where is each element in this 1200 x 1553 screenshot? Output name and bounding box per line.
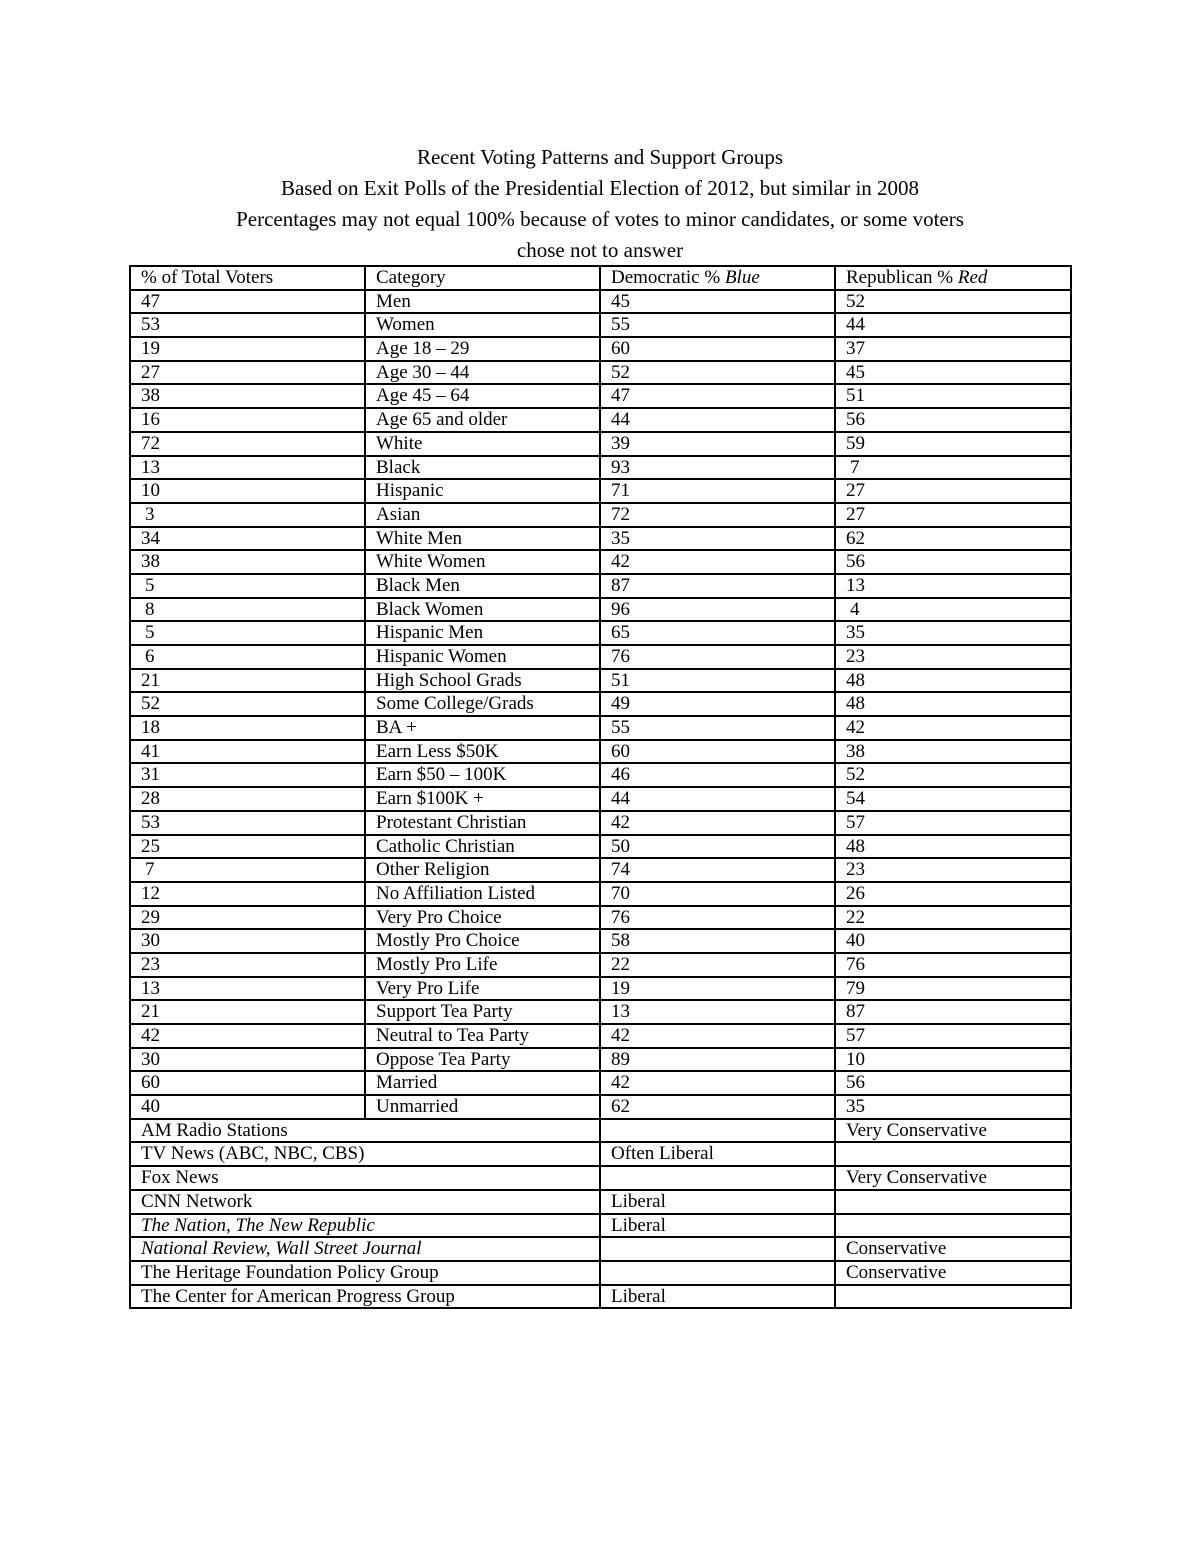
table-row (130, 1048, 1071, 1072)
total-voters-cell: 6 (130, 645, 365, 669)
republican-cell: 42 (835, 716, 1071, 740)
republican-cell: 48 (835, 669, 1071, 693)
total-voters-cell: 53 (130, 313, 365, 337)
democratic-cell: 44 (600, 787, 835, 811)
header-democratic (600, 266, 835, 290)
democratic-cell: 44 (600, 408, 835, 432)
republican-cell: 52 (835, 763, 1071, 787)
category-cell: Men (365, 290, 600, 314)
democratic-cell: 60 (600, 337, 835, 361)
republican-cell: 23 (835, 858, 1071, 882)
table-row (130, 384, 1071, 408)
table-row (130, 527, 1071, 551)
media-row (130, 1261, 1071, 1285)
table-row (130, 977, 1071, 1001)
democratic-cell: 51 (600, 669, 835, 693)
democratic-cell: 74 (600, 858, 835, 882)
table-row (130, 290, 1071, 314)
republican-cell: 56 (835, 550, 1071, 574)
republican-cell: 13 (835, 574, 1071, 598)
category-cell: Married (365, 1071, 600, 1095)
category-cell: Very Pro Life (365, 977, 600, 1001)
media-source-cell: National Review, Wall Street Journal (130, 1237, 600, 1261)
republican-cell: 35 (835, 621, 1071, 645)
total-voters-cell: 19 (130, 337, 365, 361)
democratic-cell: 62 (600, 1095, 835, 1119)
media-row (130, 1166, 1071, 1190)
democratic-cell: 93 (600, 456, 835, 480)
category-cell: Unmarried (365, 1095, 600, 1119)
category-cell: White Men (365, 527, 600, 551)
total-voters-cell: 47 (130, 290, 365, 314)
total-voters-cell: 21 (130, 669, 365, 693)
total-voters-cell: 60 (130, 1071, 365, 1095)
republican-cell: 56 (835, 1071, 1071, 1095)
total-voters-cell: 38 (130, 550, 365, 574)
table-row (130, 835, 1071, 859)
table-row (130, 1000, 1071, 1024)
header-republican (835, 266, 1071, 290)
total-voters-cell: 28 (130, 787, 365, 811)
total-voters-cell: 25 (130, 835, 365, 859)
republican-cell: 45 (835, 361, 1071, 385)
total-voters-cell: 53 (130, 811, 365, 835)
category-cell: Hispanic Men (365, 621, 600, 645)
democratic-cell: 96 (600, 598, 835, 622)
header-republican-label: Republican % (846, 267, 958, 288)
total-voters-cell: 34 (130, 527, 365, 551)
category-cell: No Affiliation Listed (365, 882, 600, 906)
total-voters-cell: 41 (130, 740, 365, 764)
media-republican-lean-cell: Conservative (835, 1237, 1071, 1261)
category-cell: White (365, 432, 600, 456)
democratic-cell: 89 (600, 1048, 835, 1072)
category-cell: Neutral to Tea Party (365, 1024, 600, 1048)
total-voters-cell: 3 (130, 503, 365, 527)
republican-cell: 26 (835, 882, 1071, 906)
media-source-cell: CNN Network (130, 1190, 600, 1214)
democratic-cell: 42 (600, 1024, 835, 1048)
media-democratic-lean-cell (600, 1237, 835, 1261)
republican-cell: 76 (835, 953, 1071, 977)
democratic-cell: 55 (600, 716, 835, 740)
republican-cell: 48 (835, 692, 1071, 716)
democratic-cell: 76 (600, 906, 835, 930)
total-voters-cell: 13 (130, 977, 365, 1001)
header-republican-color: Red (957, 267, 988, 288)
republican-cell: 57 (835, 811, 1071, 835)
category-cell: Catholic Christian (365, 835, 600, 859)
media-row (130, 1214, 1071, 1238)
democratic-cell: 49 (600, 692, 835, 716)
table-row (130, 882, 1071, 906)
media-democratic-lean-cell (600, 1261, 835, 1285)
total-voters-cell: 42 (130, 1024, 365, 1048)
total-voters-cell: 5 (130, 621, 365, 645)
democratic-cell: 71 (600, 479, 835, 503)
total-voters-cell: 31 (130, 763, 365, 787)
title-line: Recent Voting Patterns and Support Groups (416, 145, 784, 169)
category-cell: Age 65 and older (365, 408, 600, 432)
category-cell: Black (365, 456, 600, 480)
table-row (130, 740, 1071, 764)
total-voters-cell: 10 (130, 479, 365, 503)
media-source-cell: Fox News (130, 1166, 600, 1190)
total-voters-cell: 5 (130, 574, 365, 598)
republican-cell: 35 (835, 1095, 1071, 1119)
republican-cell: 79 (835, 977, 1071, 1001)
total-voters-cell: 72 (130, 432, 365, 456)
table-row (130, 313, 1071, 337)
democratic-cell: 87 (600, 574, 835, 598)
republican-cell: 48 (835, 835, 1071, 859)
democratic-cell: 55 (600, 313, 835, 337)
category-cell: Protestant Christian (365, 811, 600, 835)
category-cell: Hispanic Women (365, 645, 600, 669)
table-row (130, 503, 1071, 527)
total-voters-cell: 12 (130, 882, 365, 906)
republican-cell: 87 (835, 1000, 1071, 1024)
republican-cell: 59 (835, 432, 1071, 456)
category-cell: Earn $100K + (365, 787, 600, 811)
table-row (130, 716, 1071, 740)
media-source-cell: The Heritage Foundation Policy Group (130, 1261, 600, 1285)
democratic-cell: 58 (600, 929, 835, 953)
table-row (130, 408, 1071, 432)
table-row (130, 692, 1071, 716)
republican-cell: 51 (835, 384, 1071, 408)
media-row (130, 1119, 1071, 1143)
table-row (130, 763, 1071, 787)
democratic-cell: 65 (600, 621, 835, 645)
category-cell: BA + (365, 716, 600, 740)
democratic-cell: 42 (600, 1071, 835, 1095)
republican-cell: 22 (835, 906, 1071, 930)
total-voters-cell: 8 (130, 598, 365, 622)
table-header-row (130, 266, 1071, 290)
table-row (130, 432, 1071, 456)
table-row (130, 479, 1071, 503)
republican-cell: 27 (835, 479, 1071, 503)
category-cell: Earn Less $50K (365, 740, 600, 764)
header-total-voters: % of Total Voters (130, 266, 365, 290)
total-voters-cell: 21 (130, 1000, 365, 1024)
republican-cell: 38 (835, 740, 1071, 764)
media-row (130, 1285, 1071, 1309)
category-cell: Black Men (365, 574, 600, 598)
voting-patterns-table (129, 265, 1072, 1309)
democratic-cell: 52 (600, 361, 835, 385)
category-cell: Hispanic (365, 479, 600, 503)
category-cell: Some College/Grads (365, 692, 600, 716)
democratic-cell: 46 (600, 763, 835, 787)
republican-cell: 27 (835, 503, 1071, 527)
republican-cell: 40 (835, 929, 1071, 953)
table-row (130, 929, 1071, 953)
table-row (130, 621, 1071, 645)
table-row (130, 574, 1071, 598)
media-republican-lean-cell: Very Conservative (835, 1119, 1071, 1143)
category-cell: Age 45 – 64 (365, 384, 600, 408)
table-row (130, 337, 1071, 361)
total-voters-cell: 52 (130, 692, 365, 716)
note-line: Percentages may not equal 100% because of votes to minor candidates, or some voters (236, 207, 964, 231)
header-democratic-color: Blue (724, 267, 760, 288)
table-body (130, 266, 1071, 1308)
table-row (130, 645, 1071, 669)
media-row (130, 1237, 1071, 1261)
total-voters-cell: 16 (130, 408, 365, 432)
table-row (130, 456, 1071, 480)
democratic-cell: 60 (600, 740, 835, 764)
table-row (130, 361, 1071, 385)
category-cell: High School Grads (365, 669, 600, 693)
democratic-cell: 13 (600, 1000, 835, 1024)
document-heading (130, 142, 1070, 266)
media-republican-lean-cell (835, 1142, 1071, 1166)
media-democratic-lean-cell: Liberal (600, 1190, 835, 1214)
category-cell: Age 18 – 29 (365, 337, 600, 361)
header-democratic-label: Democratic % (611, 267, 725, 288)
table-row (130, 1071, 1071, 1095)
total-voters-cell: 29 (130, 906, 365, 930)
republican-cell: 10 (835, 1048, 1071, 1072)
total-voters-cell: 30 (130, 929, 365, 953)
republican-cell: 7 (835, 456, 1071, 480)
democratic-cell: 70 (600, 882, 835, 906)
media-democratic-lean-cell: Liberal (600, 1285, 835, 1309)
table-row (130, 1095, 1071, 1119)
democratic-cell: 39 (600, 432, 835, 456)
media-democratic-lean-cell (600, 1119, 835, 1143)
category-cell: Other Religion (365, 858, 600, 882)
table-row (130, 811, 1071, 835)
media-source-cell: AM Radio Stations (130, 1119, 600, 1143)
total-voters-cell: 40 (130, 1095, 365, 1119)
category-cell: Very Pro Choice (365, 906, 600, 930)
media-republican-lean-cell (835, 1190, 1071, 1214)
democratic-cell: 22 (600, 953, 835, 977)
table-row (130, 1024, 1071, 1048)
republican-cell: 52 (835, 290, 1071, 314)
table-row (130, 787, 1071, 811)
table-row (130, 953, 1071, 977)
media-row (130, 1190, 1071, 1214)
media-source-cell: TV News (ABC, NBC, CBS) (130, 1142, 600, 1166)
republican-cell: 44 (835, 313, 1071, 337)
total-voters-cell: 30 (130, 1048, 365, 1072)
category-cell: White Women (365, 550, 600, 574)
democratic-cell: 76 (600, 645, 835, 669)
table-row (130, 598, 1071, 622)
democratic-cell: 42 (600, 811, 835, 835)
note-line-continued: chose not to answer (516, 238, 684, 262)
democratic-cell: 50 (600, 835, 835, 859)
table-row (130, 858, 1071, 882)
media-row (130, 1142, 1071, 1166)
category-cell: Age 30 – 44 (365, 361, 600, 385)
category-cell: Oppose Tea Party (365, 1048, 600, 1072)
media-source-cell: The Nation, The New Republic (130, 1214, 600, 1238)
table-row (130, 550, 1071, 574)
total-voters-cell: 23 (130, 953, 365, 977)
category-cell: Women (365, 313, 600, 337)
republican-cell: 62 (835, 527, 1071, 551)
republican-cell: 56 (835, 408, 1071, 432)
media-republican-lean-cell (835, 1214, 1071, 1238)
total-voters-cell: 13 (130, 456, 365, 480)
total-voters-cell: 7 (130, 858, 365, 882)
table-row (130, 669, 1071, 693)
republican-cell: 4 (835, 598, 1071, 622)
media-republican-lean-cell: Conservative (835, 1261, 1071, 1285)
democratic-cell: 19 (600, 977, 835, 1001)
democratic-cell: 47 (600, 384, 835, 408)
media-democratic-lean-cell (600, 1166, 835, 1190)
total-voters-cell: 38 (130, 384, 365, 408)
total-voters-cell: 18 (130, 716, 365, 740)
democratic-cell: 35 (600, 527, 835, 551)
republican-cell: 37 (835, 337, 1071, 361)
category-cell: Mostly Pro Choice (365, 929, 600, 953)
media-democratic-lean-cell: Often Liberal (600, 1142, 835, 1166)
republican-cell: 57 (835, 1024, 1071, 1048)
media-republican-lean-cell (835, 1285, 1071, 1309)
category-cell: Black Women (365, 598, 600, 622)
category-cell: Asian (365, 503, 600, 527)
media-source-cell: The Center for American Progress Group (130, 1285, 600, 1309)
democratic-cell: 72 (600, 503, 835, 527)
democratic-cell: 42 (600, 550, 835, 574)
header-category: Category (365, 266, 600, 290)
republican-cell: 23 (835, 645, 1071, 669)
media-democratic-lean-cell: Liberal (600, 1214, 835, 1238)
total-voters-cell: 27 (130, 361, 365, 385)
category-cell: Earn $50 – 100K (365, 763, 600, 787)
subtitle-line: Based on Exit Polls of the Presidential Election of 2012, but similar in 2008 (280, 176, 920, 200)
media-republican-lean-cell: Very Conservative (835, 1166, 1071, 1190)
category-cell: Mostly Pro Life (365, 953, 600, 977)
category-cell: Support Tea Party (365, 1000, 600, 1024)
democratic-cell: 45 (600, 290, 835, 314)
republican-cell: 54 (835, 787, 1071, 811)
table-row (130, 906, 1071, 930)
